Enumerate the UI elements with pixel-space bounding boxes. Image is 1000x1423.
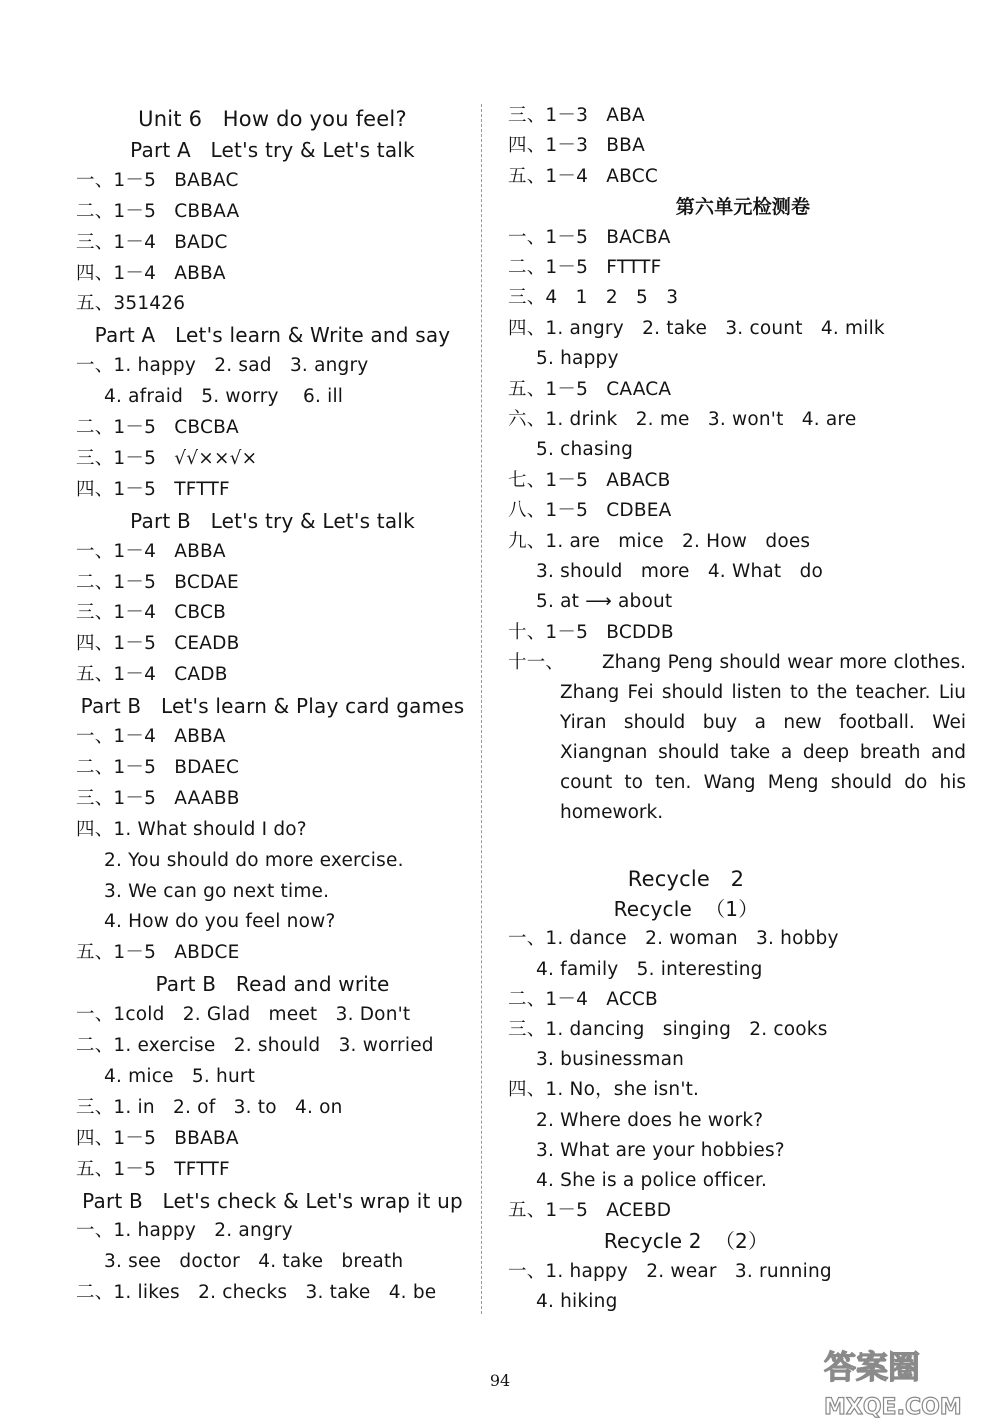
answer-line: 五、1－4 ABCC — [508, 165, 658, 187]
answer-line: 一、1－5 BABAC — [76, 169, 239, 191]
answer-line: 4. hiking — [536, 1290, 618, 1312]
answer-line: 五、351426 — [76, 293, 186, 315]
answer-line: 4. afraid 5. worry 6. ill — [104, 386, 344, 408]
answer-line: 四、1－4 ABBA — [76, 262, 226, 284]
answer-line: 六、1. drink 2. me 3. won't 4. are — [508, 409, 857, 430]
answer-line: 四、1. No，she isn't. — [508, 1079, 700, 1101]
answer-line: 3. businessman — [536, 1049, 685, 1071]
answer-line: 八、1－5 CDBEA — [508, 500, 672, 522]
section-heading: Part B Let's try & Let's talk — [130, 508, 415, 533]
answer-line: 二、1－4 ACCB — [508, 988, 658, 1010]
section-heading: Part B Let's learn & Play card games — [80, 694, 465, 719]
answer-line: 一、1. happy 2. sad 3. angry — [76, 355, 369, 377]
answer-line: 5. chasing — [536, 439, 634, 461]
answer-line: 九、1. are mice 2. How does — [508, 530, 811, 552]
answer-line: 一、1－4 ABBA — [76, 726, 226, 747]
answer-line: 五、1－5 CAACA — [508, 378, 672, 400]
answer-line: 二、1－5 BCDAE — [76, 571, 239, 593]
answer-line: 十、1－5 BCDDB — [508, 621, 674, 643]
answer-line: 2. Where does he work? — [536, 1109, 764, 1131]
answer-line: 3. see doctor 4. take breath — [104, 1251, 404, 1273]
answer-line: 四、1－5 CEADB — [76, 633, 240, 655]
answer-line: 4. mice 5. hurt — [104, 1065, 256, 1087]
watermark-logo — [820, 1342, 996, 1420]
answer-line: 一、1. happy 2. angry — [76, 1220, 293, 1242]
answer-line: 五、1－5 ACEBD — [508, 1200, 672, 1222]
answer-line: 二、1－5 FTTTF — [508, 257, 662, 278]
answer-line: 五、1－4 CADB — [76, 664, 228, 686]
answer-line: 二、1－5 CBBAA — [76, 200, 240, 222]
answer-line: 四、1－5 TFTTF — [76, 478, 230, 500]
answer-line: 一、1－4 ABBA — [76, 540, 226, 562]
section-heading: Recycle 2 （2） — [603, 1229, 769, 1254]
answer-line: 二、1. likes 2. checks 3. take 4. be — [76, 1282, 437, 1304]
answer-line: 三、1－5 √√××√× — [76, 447, 258, 469]
answer-line: 三、1. dancing singing 2. cooks — [508, 1019, 828, 1040]
answer-line: 四、1. What should I do? — [76, 818, 307, 840]
page-number: 94 — [489, 1371, 511, 1390]
answer-line: 3. What are your hobbies? — [536, 1139, 785, 1161]
answer-paragraph: Zhang Peng should wear more clothes. Zhang Fei should listen to the teacher. Liu Yiran should buy a new football. Wei Xiangnan should take a deep breath and count to ten. Wang Meng should do his homework. — [560, 652, 966, 824]
answer-line: 一、1. happy 2. wear 3. running — [508, 1260, 832, 1282]
answer-line: 4. How do you feel now? — [104, 911, 336, 933]
section-heading: Part B Read and write — [155, 972, 390, 997]
section-heading: Part A Let's learn & Write and say — [94, 323, 451, 348]
watermark-en: MXQE.COM — [824, 1395, 962, 1420]
answer-line: 一、1－5 BACBA — [508, 226, 671, 248]
answer-line: 三、1－3 ABA — [508, 105, 645, 126]
answer-line: 四、1－5 BBABA — [76, 1127, 239, 1149]
section-heading: Unit 6 How do you feel? — [138, 107, 407, 131]
answer-line: 十一、 — [508, 652, 565, 674]
section-heading: Part B Let's check & Let's wrap it up — [82, 1188, 463, 1213]
answer-line: 二、1. exercise 2. should 3. worried — [76, 1035, 434, 1056]
answer-line: 3. should more 4. What do — [536, 561, 824, 582]
answer-line: 三、1－4 BADC — [76, 231, 228, 253]
answer-line: 一、1cold 2. Glad meet 3. Don't — [76, 1004, 411, 1026]
answer-line: 5. happy — [536, 348, 619, 370]
answer-line: 三、1. in 2. of 3. to 4. on — [76, 1096, 343, 1118]
answer-line: 三、1－4 CBCB — [76, 602, 226, 624]
answer-line: 一、1. dance 2. woman 3. hobby — [508, 928, 839, 950]
answer-line: 4. She is a police officer. — [536, 1170, 768, 1191]
watermark-cn: 答案圈 — [824, 1348, 921, 1386]
answer-line: 四、1. angry 2. take 3. count 4. milk — [508, 317, 885, 339]
answer-line: 五、1－5 ABDCE — [76, 942, 240, 964]
answer-line: 二、1－5 BDAEC — [76, 756, 240, 778]
answer-line: 四、1－3 BBA — [508, 135, 645, 157]
section-heading: Recycle 2 — [627, 867, 745, 891]
answer-line: 4. family 5. interesting — [536, 958, 763, 980]
answer-line: 七、1－5 ABACB — [508, 469, 671, 491]
section-heading: 第六单元检测卷 — [675, 196, 811, 219]
section-heading: Recycle （1） — [613, 897, 759, 922]
answer-line: 二、1－5 CBCBA — [76, 417, 239, 438]
answer-line: 5. at ⟶ about — [536, 591, 673, 613]
column-divider — [481, 104, 482, 1314]
answer-line: 三、1－5 AAABB — [76, 787, 240, 809]
answer-line: 3. We can go next time. — [104, 880, 330, 902]
section-heading: Part A Let's try & Let's talk — [130, 137, 415, 162]
answer-line: 2. You should do more exercise. — [104, 849, 404, 871]
answer-line: 三、4 1 2 5 3 — [508, 287, 679, 309]
answer-line: 五、1－5 TFTTF — [76, 1158, 230, 1180]
